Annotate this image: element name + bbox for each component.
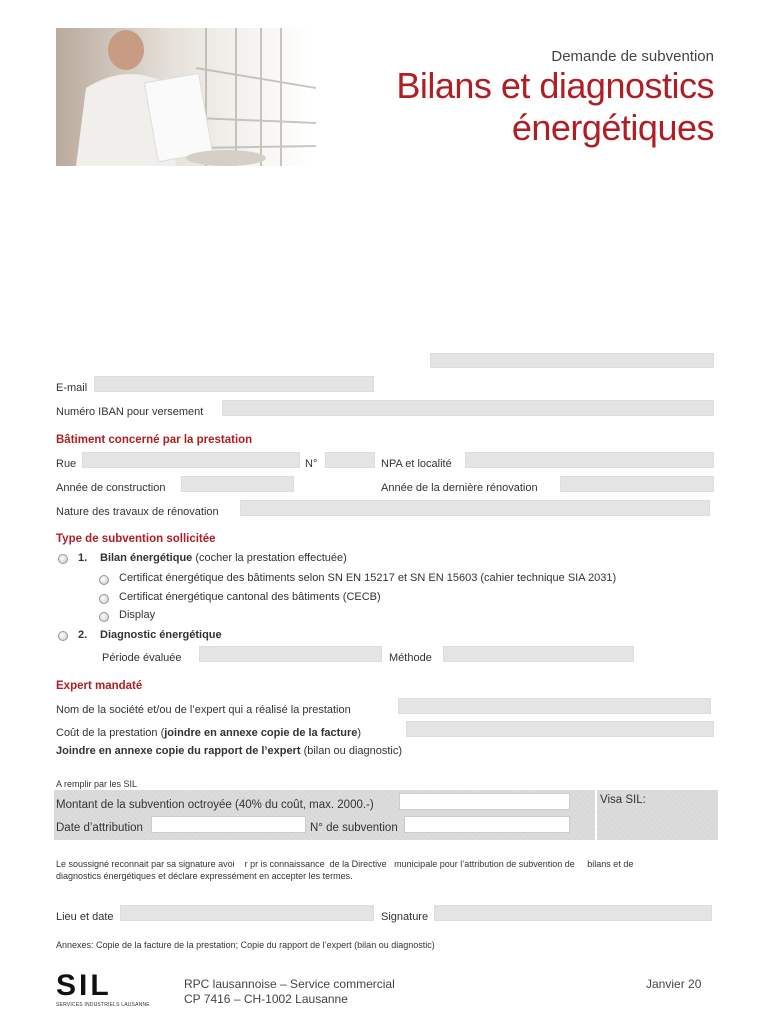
annex-rest: (bilan ou diagnostic): [300, 745, 403, 757]
sil-fill-note: A remplir par les SIL: [56, 779, 138, 789]
method-field[interactable]: [443, 646, 634, 662]
option2-label: Diagnostic énergétique: [100, 629, 222, 641]
signature-field[interactable]: [434, 905, 712, 921]
annex-bold: Joindre en annexe copie du rapport de l’expert: [56, 745, 301, 757]
sil-logo-subtitle: SERVICES INDUSTRIELS LAUSANNE: [56, 1002, 150, 1008]
method-label: Méthode: [389, 652, 432, 664]
last-renovation-field[interactable]: [560, 476, 714, 492]
period-label: Période évaluée: [102, 652, 182, 664]
radio-bilan[interactable]: [58, 554, 68, 564]
street-number-label: N°: [305, 458, 318, 470]
subsidy-number-field[interactable]: [404, 816, 570, 833]
option2-number: 2.: [78, 629, 88, 641]
subsidy-number-label: N° de subvention: [310, 822, 398, 834]
sub1-label: Certificat énergétique des bâtiments selon SN EN 15217 et SN EN 15603 (cahier technique SIA 2031): [119, 572, 617, 584]
subsidy-heading: Type de subvention sollicitée: [56, 533, 216, 545]
expert-name-label: Nom de la société et/ou de l’expert qui a réalisé la prestation: [56, 704, 351, 716]
cost-bold: joindre en annexe copie de la facture: [164, 727, 358, 739]
last-renovation-label: Année de la dernière rénovation: [381, 482, 538, 494]
top-field[interactable]: [430, 353, 714, 368]
option1-number: 1.: [78, 552, 88, 564]
email-field[interactable]: [94, 376, 374, 392]
attribution-date-field[interactable]: [151, 816, 306, 833]
radio-sub2[interactable]: [99, 594, 109, 604]
sil-logo: [56, 969, 166, 1008]
radio-sub1[interactable]: [99, 575, 109, 585]
npa-field[interactable]: [465, 452, 714, 468]
sub2-label: Certificat énergétique cantonal des bâtiments (CECB): [119, 591, 381, 603]
header-photo: [56, 28, 316, 166]
email-label: E-mail: [56, 382, 88, 394]
cost-pre: Coût de la prestation (: [56, 727, 165, 739]
header-title-line1: Bilans et diagnostics: [396, 65, 714, 106]
construction-year-field[interactable]: [181, 476, 294, 492]
annex-label: [56, 745, 402, 757]
subsidy-amount-label: Montant de la subvention octroyée (40% du coût, max. 2000.-): [56, 799, 374, 811]
street-number-field[interactable]: [325, 452, 375, 468]
footer-line2: CP 7416 – CH-1002 Lausanne: [184, 992, 348, 1006]
radio-diagnostic[interactable]: [58, 631, 68, 641]
option1-text: [100, 552, 347, 564]
period-field[interactable]: [199, 646, 382, 662]
option1-rest: (cocher la prestation effectuée): [192, 552, 347, 564]
renovation-nature-label: Nature des travaux de rénovation: [56, 506, 219, 518]
expert-heading: Expert mandaté: [56, 680, 143, 692]
npa-label: NPA et localité: [381, 458, 452, 470]
option1-bold: Bilan énergétique: [100, 552, 193, 564]
footer-date: Janvier 20: [646, 977, 702, 991]
photo-illustration: [56, 28, 316, 166]
construction-year-label: Année de construction: [56, 482, 166, 494]
iban-field[interactable]: [222, 400, 714, 416]
cost-field[interactable]: [406, 721, 714, 737]
place-date-field[interactable]: [120, 905, 374, 921]
declaration-line1: Le soussigné reconnait par sa signature avoi r pr is connaissance de la Directive municipale pour l’attribution de subvention de bilans et de: [56, 859, 634, 869]
expert-name-field[interactable]: [398, 698, 711, 714]
rue-field[interactable]: [82, 452, 300, 468]
cost-label: [56, 727, 361, 739]
building-heading: Bâtiment concerné par la prestation: [56, 434, 253, 446]
iban-label: Numéro IBAN pour versement: [56, 406, 204, 418]
footer-line1: RPC lausannoise – Service commercial: [184, 977, 395, 991]
header-subtitle: Demande de subvention: [551, 48, 714, 65]
radio-sub3[interactable]: [99, 612, 109, 622]
cost-post: ): [357, 727, 362, 739]
declaration-line2: diagnostics énergétiques et déclare expressément en accepter les termes.: [56, 871, 353, 881]
visa-label: Visa SIL:: [600, 794, 646, 806]
place-date-label: Lieu et date: [56, 911, 114, 923]
renovation-nature-field[interactable]: [240, 500, 710, 516]
signature-label: Signature: [381, 911, 429, 923]
subsidy-amount-field[interactable]: [399, 793, 570, 810]
attribution-date-label: Date d’attribution: [56, 822, 143, 834]
rue-label: Rue: [56, 458, 77, 470]
header-title-line2: énergétiques: [511, 107, 714, 148]
annexes-note: Annexes: Copie de la facture de la prestation; Copie du rapport de l’expert (bilan ou diagnostic): [56, 940, 435, 950]
sub3-label: Display: [119, 609, 156, 621]
sil-logo-text: SIL: [56, 969, 112, 1002]
